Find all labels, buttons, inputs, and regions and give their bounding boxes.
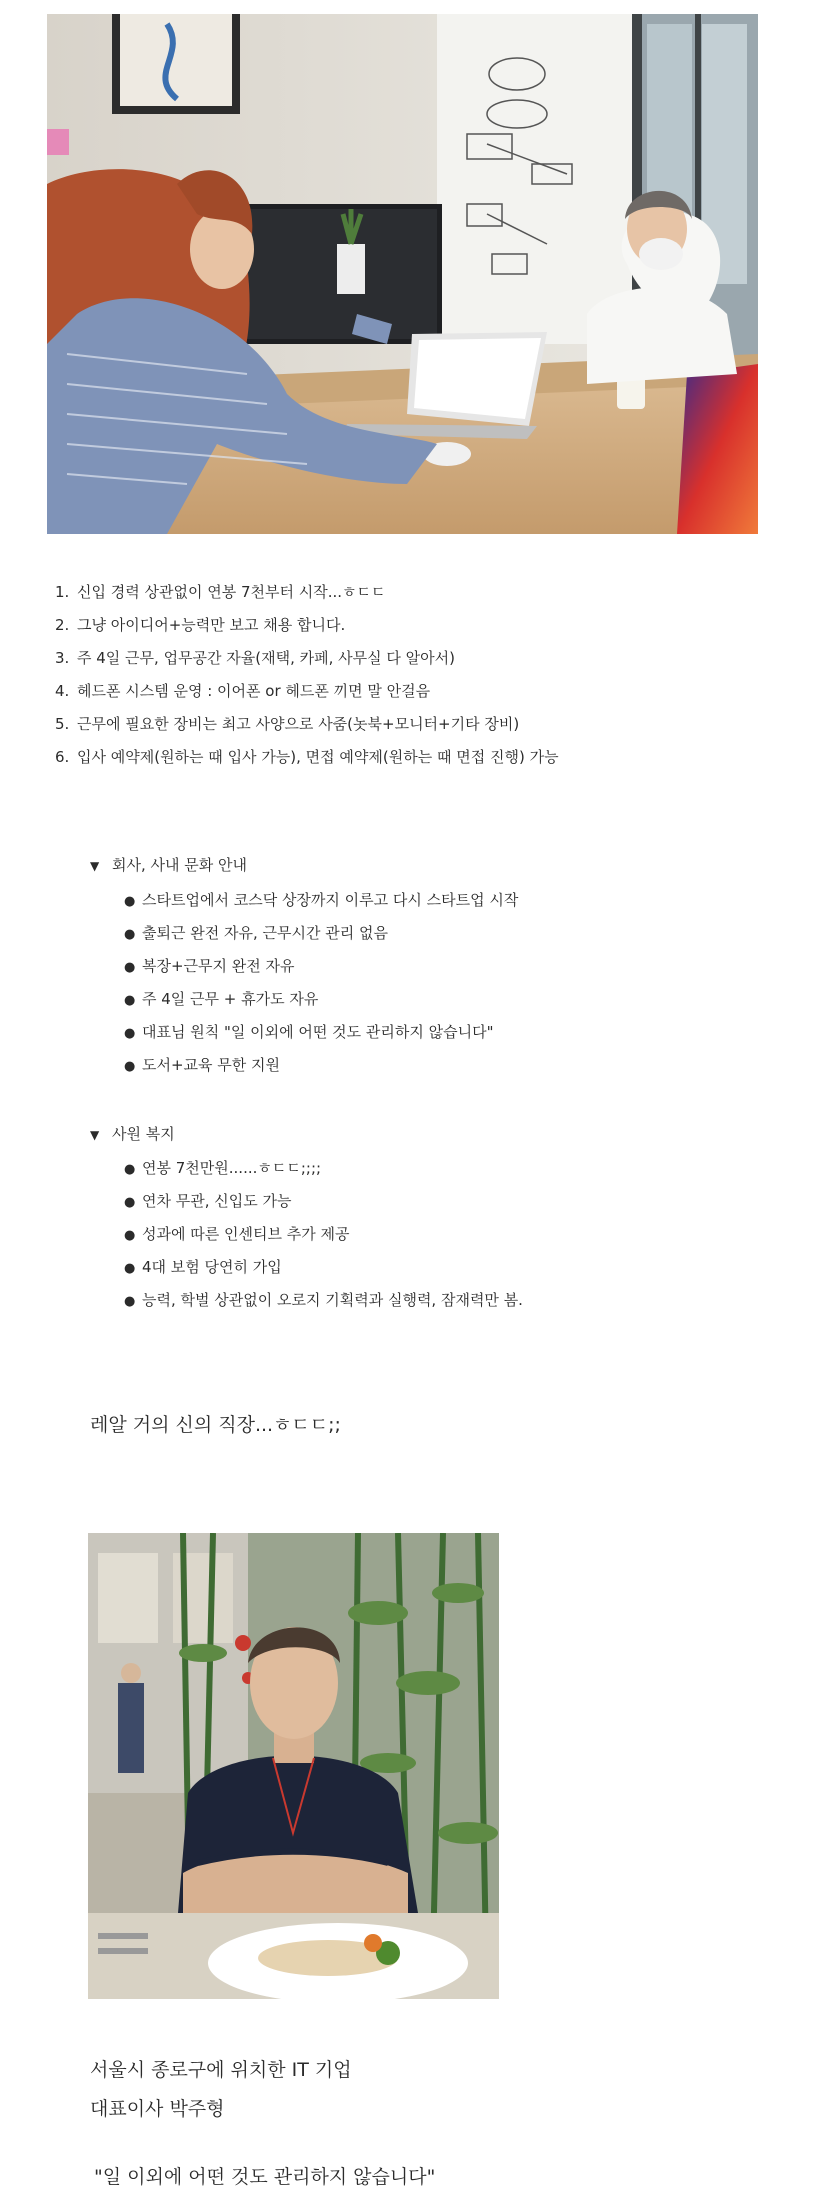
bullet-icon: ● — [124, 1059, 136, 1074]
list-item — [124, 917, 518, 950]
list-item — [124, 1016, 518, 1049]
ceo-quote-text: "일 이외에 어떤 것도 관리하지 않습니다" — [94, 2166, 436, 2188]
company-location-text: 서울시 종로구에 위치한 IT 기업 — [90, 2059, 352, 2081]
list-item — [124, 884, 518, 917]
ceo-name-text: 대표이사 박주형 — [90, 2098, 225, 2120]
list-item-text: 4대 보험 당연히 가입 — [142, 1258, 282, 1276]
bullet-icon: ● — [124, 1261, 136, 1276]
list-number: 6. — [55, 748, 70, 766]
list-item — [55, 741, 559, 774]
list-item-text: 성과에 따른 인센티브 추가 제공 — [142, 1225, 350, 1243]
list-item — [124, 1049, 518, 1082]
ceo-portrait-illustration — [88, 1533, 499, 1999]
list-item-text: 근무에 필요한 장비는 최고 사양으로 사줌(놋북+모니터+기타 장비) — [77, 715, 520, 733]
toggle-employee-welfare[interactable] — [90, 1123, 175, 1144]
list-item-text: 주 4일 근무, 업무공간 자율(재택, 카페, 사무실 다 알아서) — [77, 649, 455, 667]
bullet-icon: ● — [124, 894, 136, 909]
toggle-title: 사원 복지 — [112, 1125, 175, 1143]
list-item — [124, 1251, 523, 1284]
list-item — [124, 1185, 523, 1218]
list-item — [55, 708, 559, 741]
list-item-text: 연봉 7천만원......ㅎㄷㄷ;;;; — [142, 1159, 322, 1177]
list-item-text: 주 4일 근무 + 휴가도 자유 — [142, 990, 319, 1008]
toggle-title: 회사, 사내 문화 안내 — [112, 856, 247, 874]
ceo-portrait-photo — [88, 1533, 499, 1999]
list-item — [55, 609, 559, 642]
office-meeting-illustration — [47, 14, 758, 534]
list-item — [124, 1284, 523, 1317]
bullet-icon: ● — [124, 1294, 136, 1309]
list-number: 1. — [55, 583, 70, 601]
bullet-icon: ● — [124, 1195, 136, 1210]
list-item-text: 스타트업에서 코스닥 상장까지 이루고 다시 스타트업 시작 — [142, 891, 519, 909]
list-item-text: 대표님 원칙 "일 이외에 어떤 것도 관리하지 않습니다" — [142, 1023, 494, 1041]
list-item-text: 신입 경력 상관없이 연봉 7천부터 시작...ㅎㄷㄷ — [77, 583, 386, 601]
toggle-triangle-icon[interactable]: ▼ — [90, 1128, 100, 1142]
bullet-icon: ● — [124, 993, 136, 1008]
bullet-icon: ● — [124, 960, 136, 975]
toggle-company-culture[interactable] — [90, 854, 247, 875]
list-number: 2. — [55, 616, 70, 634]
list-item-text: 능력, 학벌 상관없이 오로지 기획력과 실행력, 잠재력만 봄. — [142, 1291, 523, 1309]
list-item — [124, 1152, 523, 1185]
list-item — [124, 1218, 523, 1251]
bullet-icon: ● — [124, 1162, 136, 1177]
list-item-text: 연차 무관, 신입도 가능 — [142, 1192, 292, 1210]
list-item-text: 복장+근무지 완전 자유 — [142, 957, 295, 975]
list-number: 5. — [55, 715, 70, 733]
list-item-text: 출퇴근 완전 자유, 근무시간 관리 없음 — [142, 924, 388, 942]
list-item — [55, 576, 559, 609]
list-item — [55, 642, 559, 675]
list-item — [55, 675, 559, 708]
toggle-triangle-icon[interactable]: ▼ — [90, 859, 100, 873]
bullet-icon: ● — [124, 1228, 136, 1243]
benefits-numbered-list — [55, 576, 559, 774]
list-number: 4. — [55, 682, 70, 700]
bullet-icon: ● — [124, 1026, 136, 1041]
bullet-icon: ● — [124, 927, 136, 942]
list-item-text: 그냥 아이디어+능력만 보고 채용 합니다. — [77, 616, 346, 634]
office-meeting-photo — [47, 14, 758, 534]
list-number: 3. — [55, 649, 70, 667]
list-item-text: 헤드폰 시스템 운영 : 이어폰 or 헤드폰 끼면 말 안걸음 — [77, 682, 431, 700]
list-item-text: 도서+교육 무한 지원 — [142, 1056, 281, 1074]
list-item-text: 입사 예약제(원하는 때 입사 가능), 면접 예약제(원하는 때 면접 진행) 가능 — [77, 748, 559, 766]
list-item — [124, 983, 518, 1016]
company-culture-list — [124, 884, 518, 1082]
list-item — [124, 950, 518, 983]
employee-welfare-list — [124, 1152, 523, 1317]
remark-text: 레알 거의 신의 직장...ㅎㄷㄷ;; — [90, 1414, 341, 1436]
